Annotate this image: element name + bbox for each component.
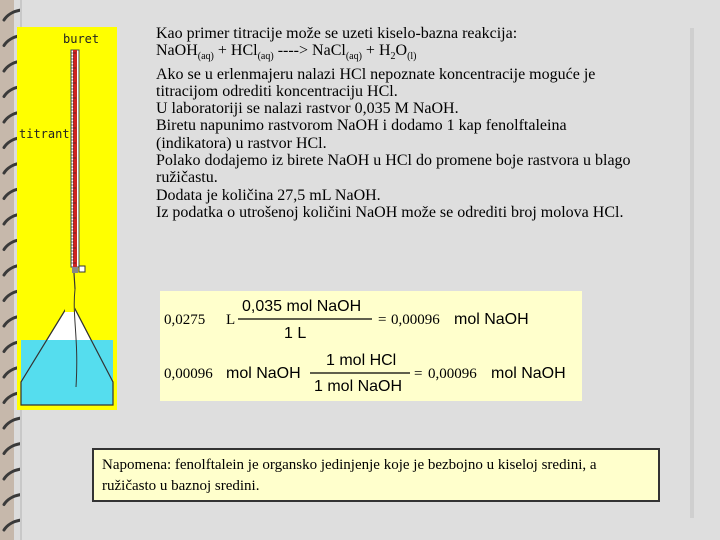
row1-equals: = (378, 312, 387, 328)
calculation-box (160, 291, 582, 401)
eq-arrow: ----> (273, 42, 313, 60)
buret-label: buret (63, 32, 100, 46)
paragraph-5: Dodata je količina 27,5 mL NaOH. (156, 186, 381, 204)
calculation-formulas (160, 291, 582, 401)
eq-sub: (aq) (345, 51, 362, 63)
row2-lead-unit: mol NaOH (226, 365, 301, 382)
note-text: Napomena: fenolftalein je organsko jedinjenje koje je bezbojno u kiseloj sredini, a ružičasto u baznoj sredini. (102, 457, 597, 494)
flask-liquid (21, 340, 113, 405)
row1-lead-value: 0,0275 (164, 312, 206, 328)
intro-text: Kao primer titracije može se uzeti kiselo-bazna reakcija: (156, 25, 518, 42)
eq-sub: 2 (390, 51, 396, 63)
reaction-equation (156, 42, 646, 65)
paragraph-1: Ako se u erlenmajeru nalazi HCl nepoznate koncentracije moguće je titracijom odrediti koncentraciju HCl. (156, 65, 596, 100)
paragraph-6: Iz podatka o utrošenoj količini NaOH može se odrediti broj molova HCl. (156, 203, 624, 221)
row1-lead-unit: L (226, 312, 236, 328)
row1-denominator: 1 L (284, 325, 307, 342)
titration-apparatus (17, 27, 117, 410)
row2-result-unit: mol NaOH (491, 365, 566, 382)
eq-sub: (aq) (257, 51, 274, 63)
eq-o: O (395, 42, 408, 60)
row2-equals: = (414, 366, 423, 382)
row1-numerator: 0,035 mol NaOH (242, 298, 362, 315)
paragraph-2: U laboratoriji se nalazi rastvor 0,035 M NaOH. (156, 100, 459, 118)
main-text-block (156, 25, 646, 221)
eq-sub: (l) (407, 51, 417, 63)
row1-result-value: 0,00096 (391, 312, 440, 328)
eq-plus: + (361, 42, 379, 60)
eq-hcl: HCl (230, 42, 258, 60)
eq-sub: (aq) (197, 51, 214, 63)
eq-nacl: NaCl (312, 42, 346, 60)
slide-edge-shadow (690, 28, 694, 518)
note-box (92, 448, 660, 502)
row2-numerator: 1 mol HCl (326, 352, 397, 369)
buret-flask-illustration (17, 27, 117, 410)
row1-result-unit: mol NaOH (454, 311, 529, 328)
titrant-label: titrant (19, 127, 70, 141)
row2-denominator: 1 mol NaOH (314, 378, 403, 395)
eq-naoh: NaOH (156, 42, 198, 60)
buret-solution (73, 50, 77, 267)
paragraph-4: Polako dodajemo iz birete NaOH u HCl do promene boje rastvora u blago ružičastu. (156, 152, 631, 187)
stopcock (79, 266, 85, 272)
eq-h: H (378, 42, 391, 60)
paragraph-3: Biretu napunimo rastvorom NaOH i dodamo 1 kap fenolftaleina (indikatora) u rastvor HCl. (156, 117, 567, 152)
row2-result-value: 0,00096 (428, 366, 477, 382)
eq-plus: + (213, 42, 231, 60)
row2-lead-value: 0,00096 (164, 366, 213, 382)
